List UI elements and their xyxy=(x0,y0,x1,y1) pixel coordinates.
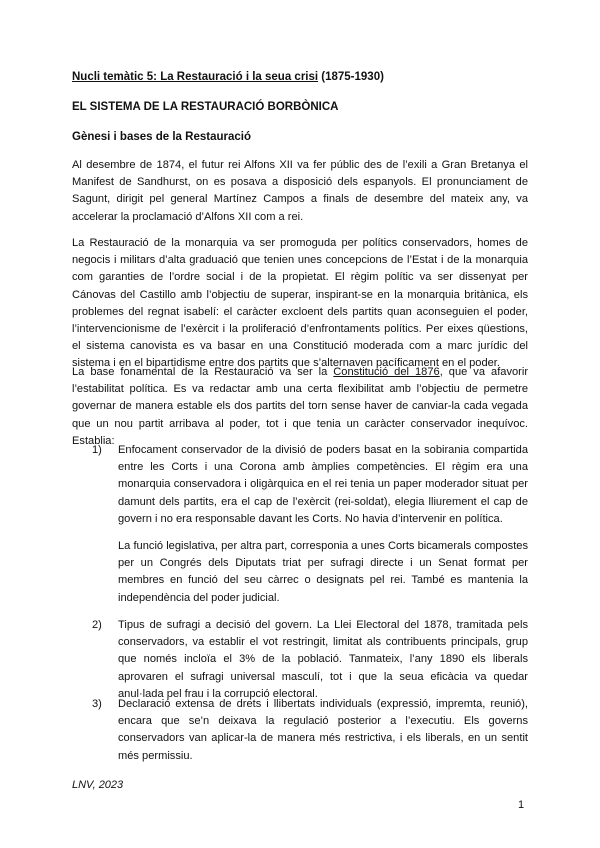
unit-dates: (1875-1930) xyxy=(318,71,384,83)
paragraph-2: La Restauració de la monarquia va ser promoguda per polítics conservadors, homes de negocis i militars d’alta graduació que tenien unes concepcions de l’Estat i de la monarquia com garanties de l’ordre social i de la propietat. El règim polític va ser dissenyat per Cánovas del Castillo amb l’objectiu de superar, inspirant-se en la monarquia britànica, els problemes del regnat isabelí: el caràcter excloent dels partits quan aconseguien el poder, l’intervencionisme de l’exèrcit i la proliferació d’enfrontaments polítics. Per eixes qüestions, el sistema canovista es va basar en una Constitució moderada com a marc jurídic del sistema i en el bipartidisme entre dos partits que s’alternaven pacíficament en el poder. xyxy=(72,237,528,370)
page-number: 1 xyxy=(518,799,525,811)
list-item-extra-paragraph: La funció legislativa, per altra part, corresponia a unes Corts bicamerals compostes per un Congrés dels Diputats triat per sufragi directe i un Senat format per membres en funció del seu càrrec o designats pel rei. També es mantenia la independència del poder judicial. xyxy=(118,540,528,604)
list-item-text: Tipus de sufragi a decisió del govern. La Llei Electoral del 1878, tramitada pels conservadors, va establir el vot restringit, limitat als contribuents principals, grup que només incloïa el 3% de la població. Tanmateix, l’any 1890 els liberals aprovaren el sufragi universal masculí, tot i que la seua eficàcia va quedar anul·lada pel frau i la corrupció electoral. xyxy=(118,619,528,700)
list-item-text: Enfocament conservador de la divisió de poders basat en la sobirania compartida entre les Corts i una Corona amb àmplies competències. El règim era una monarquia conservadora i oligàrquica en el rei tenia un paper moderador situat per damunt dels partits, era el cap de l’exèrcit (rei-soldat), elegia lliurement el cap de govern i no era responsable davant les Corts. No havia d’intervenir en política. xyxy=(118,444,528,525)
paragraph-1: Al desembre de 1874, el futur rei Alfons XII va fer públic des de l’exili a Gran Bretanya el Manifest de Sandhurst, on es posava a disposició dels espanyols. El pronunciament de Sagunt, dirigit pel general Martínez Campos a finals de desembre del mateix any, va accelerar la proclamació d’Alfons XII com a rei. xyxy=(72,159,528,223)
list-item-number: 1) xyxy=(92,444,102,456)
paragraph-3-start: La base fonamental de la Restauració va ser la xyxy=(72,366,334,378)
section-title: EL SISTEMA DE LA RESTAURACIÓ BORBÒNICA xyxy=(72,101,339,113)
list-item-number: 3) xyxy=(92,698,102,710)
constitution-link[interactable]: Constitució del 1876 xyxy=(333,366,440,378)
list-item-text: Declaració extensa de drets i llibertats individuals (expressió, impremta, reunió), encara que se’n deixava la regulació posterior a l’executiu. Els governs conservadors van aplicar-la de manera més restrictiva, i els liberals, en un sentit més permissiu. xyxy=(118,698,528,762)
subsection-title: Gènesi i bases de la Restauració xyxy=(72,131,251,143)
paragraph-3 xyxy=(72,364,528,450)
unit-title-underlined: Nucli temàtic 5: La Restauració i la seua crisi xyxy=(72,71,319,83)
footer-author: LNV, 2023 xyxy=(72,779,124,791)
paragraph-3-end: , que va afavorir l’estabilitat política. Es va redactar amb una certa flexibilitat amb l’objectiu de permetre governar de manera estable els dos partits del torn sense haver de canviar-la cada vegada que un nou partit arribava al poder, tot i que tenia un caràcter conservador inequívoc. Establia: xyxy=(72,366,529,447)
list-item-number: 2) xyxy=(92,619,102,631)
unit-title xyxy=(72,71,384,83)
